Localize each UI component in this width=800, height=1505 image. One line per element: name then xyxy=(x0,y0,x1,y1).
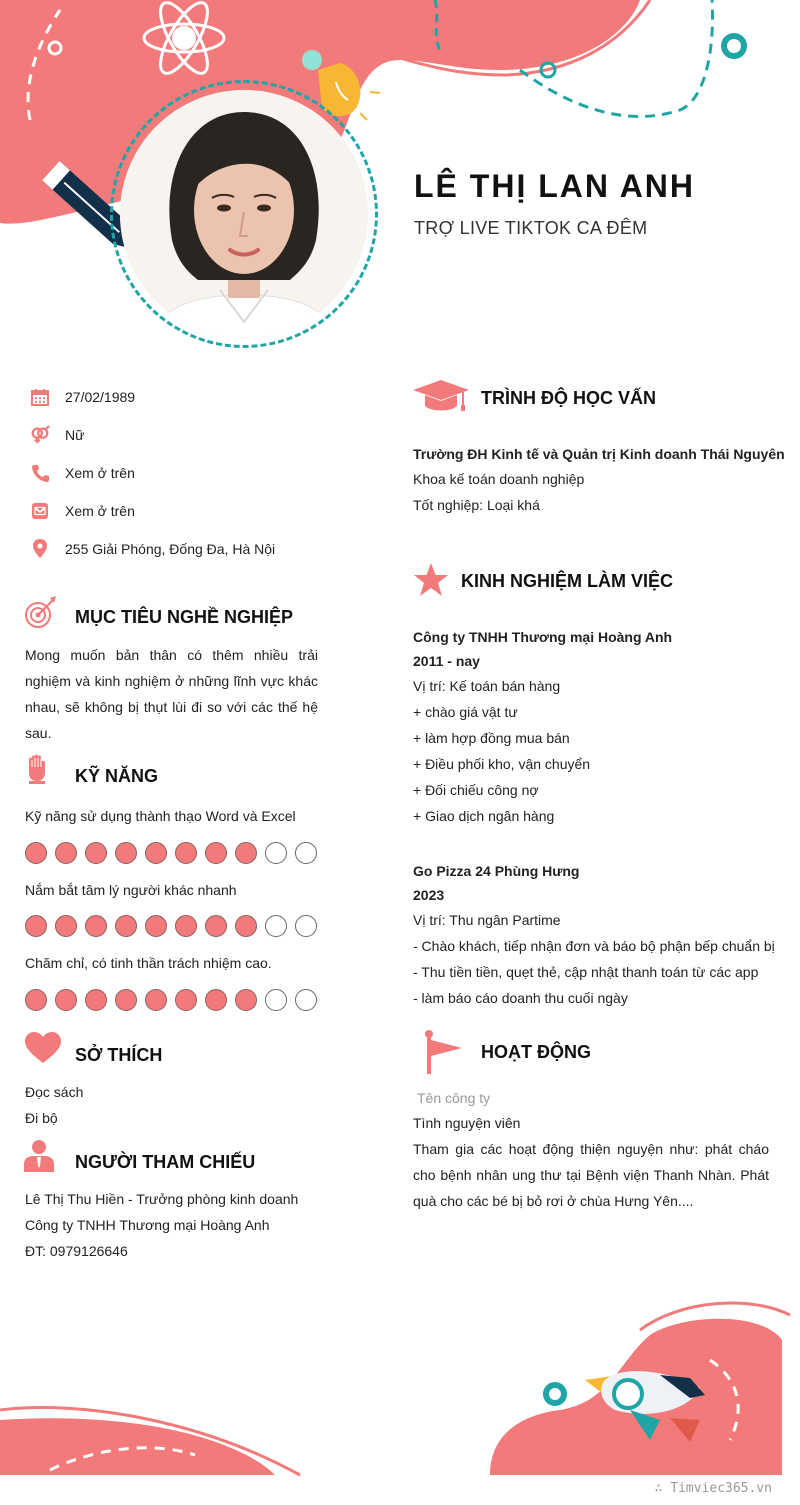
rating-dot-filled xyxy=(25,842,47,864)
job-1-company: Công ty TNHH Thương mại Hoàng Anh xyxy=(413,629,673,645)
hobby-item-2: Đi bộ xyxy=(25,1110,58,1126)
job-1-line-3: + làm hợp đồng mua bán xyxy=(413,730,570,746)
email-icon xyxy=(30,501,50,521)
rating-dot-filled xyxy=(145,842,167,864)
gender-icon xyxy=(30,425,50,445)
rating-dot-empty xyxy=(265,915,287,937)
education-grade: Tốt nghiệp: Loại khá xyxy=(413,497,540,513)
rating-dot-filled xyxy=(205,989,227,1011)
rating-dot-filled xyxy=(55,989,77,1011)
experience-title: KINH NGHIỆM LÀM VIỆC xyxy=(461,571,674,591)
job-2-line-2: - Chào khách, tiếp nhận đơn và báo bộ phận bếp chuẩn bị xyxy=(413,938,775,954)
skill-rating-3 xyxy=(25,989,317,1011)
rating-dot-filled xyxy=(235,842,257,864)
job-1-line-4: + Điều phối kho, vận chuyển xyxy=(413,756,591,772)
job-2-period: 2023 xyxy=(413,887,445,903)
skill-rating-1 xyxy=(25,842,317,864)
education-major: Khoa kế toán doanh nghiệp xyxy=(413,471,585,487)
gender-text: Nữ xyxy=(65,427,85,443)
contact-gender xyxy=(30,424,85,446)
skill-label-1: Kỹ năng sử dụng thành thạo Word và Excel xyxy=(25,808,296,824)
target-icon xyxy=(24,596,58,630)
full-name: LÊ THỊ LAN ANH xyxy=(414,168,696,204)
rating-dot-filled xyxy=(175,915,197,937)
activity-description: Tham gia các hoạt động thiện nguyện như: phát cháo cho bệnh nhân ung thư tại Bệnh viện Thanh Nhàn. Phát quà cho các bé bị bỏ rơi ở chùa Hưng Yên.... xyxy=(413,1141,769,1209)
calendar-icon xyxy=(30,387,50,407)
rating-dot-filled xyxy=(115,989,137,1011)
skill-label-2: Nắm bắt tâm lý người khác nhanh xyxy=(25,882,237,898)
phone-text: Xem ở trên xyxy=(65,465,135,481)
job-1-line-2: + chào giá vật tư xyxy=(413,704,518,720)
activity-role: Tình nguyện viên xyxy=(413,1115,521,1131)
rating-dot-filled xyxy=(85,915,107,937)
job-1-line-1: Vị trí: Kế toán bán hàng xyxy=(413,678,561,694)
rating-dot-empty xyxy=(265,989,287,1011)
objective-text: Mong muốn bản thân có thêm nhiều trải nghiệm và kinh nghiệm ở những lĩnh vực khác nhau, sẽ không bị thụt lùi đi so với các thế hệ sau. xyxy=(25,647,318,741)
job-1-period: 2011 - nay xyxy=(413,653,480,669)
heart-icon xyxy=(25,1032,61,1064)
graduation-cap-icon xyxy=(413,380,469,414)
hobbies-title: SỞ THÍCH xyxy=(75,1045,163,1065)
rating-dot-empty xyxy=(265,842,287,864)
activities-title: HOẠT ĐỘNG xyxy=(481,1042,591,1062)
job-2-line-4: - làm báo cáo doanh thu cuối ngày xyxy=(413,990,628,1006)
email-text: Xem ở trên xyxy=(65,503,135,519)
rating-dot-filled xyxy=(55,842,77,864)
school-name: Trường ĐH Kinh tế và Quản trị Kinh doanh Thái Nguyên xyxy=(413,446,785,462)
rating-dot-empty xyxy=(295,842,317,864)
reference-line-2: Công ty TNHH Thương mại Hoàng Anh xyxy=(25,1217,270,1233)
skill-rating-2 xyxy=(25,915,317,937)
birthday-text: 27/02/1989 xyxy=(65,389,136,405)
objective-title: MỤC TIÊU NGHỀ NGHIỆP xyxy=(75,607,294,627)
atom-core xyxy=(172,26,196,50)
rating-dot-filled xyxy=(235,989,257,1011)
location-pin-icon xyxy=(30,539,50,559)
person-icon xyxy=(24,1140,54,1172)
contact-address xyxy=(30,538,276,560)
skills-title: KỸ NĂNG xyxy=(75,766,159,786)
contact-birthday xyxy=(30,386,136,408)
rating-dot-filled xyxy=(235,915,257,937)
rating-dot-empty xyxy=(295,989,317,1011)
contact-email xyxy=(30,500,135,522)
skill-label-3: Chăm chỉ, có tinh thần trách nhiệm cao. xyxy=(25,955,272,971)
job-2-line-1: Vị trí: Thu ngân Partime xyxy=(413,912,561,928)
job-1-line-5: + Đối chiếu công nợ xyxy=(413,782,539,798)
rating-dot-filled xyxy=(145,989,167,1011)
contact-phone xyxy=(30,462,135,484)
rating-dot-filled xyxy=(205,915,227,937)
education-title: TRÌNH ĐỘ HỌC VẤN xyxy=(481,388,656,408)
job-2-line-3: - Thu tiền tiền, quẹt thẻ, cập nhật thanh toán từ các app xyxy=(413,964,759,980)
phone-icon xyxy=(30,463,50,483)
rating-dot-filled xyxy=(145,915,167,937)
references-title: NGƯỜI THAM CHIẾU xyxy=(75,1152,256,1172)
avatar xyxy=(120,90,368,338)
reference-line-1: Lê Thị Thu Hiền - Trưởng phòng kinh doanh xyxy=(25,1191,299,1207)
rating-dot-filled xyxy=(85,989,107,1011)
rating-dot-filled xyxy=(175,989,197,1011)
rating-dot-empty xyxy=(295,915,317,937)
activity-company-placeholder: Tên công ty xyxy=(417,1090,491,1106)
rating-dot-filled xyxy=(55,915,77,937)
address-text: 255 Giải Phóng, Đống Đa, Hà Nội xyxy=(65,541,276,557)
hobby-item-1: Đọc sách xyxy=(25,1084,84,1100)
rating-dot-filled xyxy=(115,842,137,864)
bottom-decoration xyxy=(0,1270,800,1485)
star-icon xyxy=(413,562,449,598)
job-title: TRỢ LIVE TIKTOK CA ĐÊM xyxy=(414,218,648,238)
watermark: ∴ Timviec365.vn xyxy=(654,1481,772,1496)
rating-dot-filled xyxy=(175,842,197,864)
rating-dot-filled xyxy=(115,915,137,937)
reference-line-3: ĐT: 0979126646 xyxy=(25,1243,128,1259)
flag-icon xyxy=(424,1030,462,1074)
rating-dot-filled xyxy=(25,915,47,937)
hand-icon xyxy=(26,754,48,784)
job-1-line-6: + Giao dịch ngân hàng xyxy=(413,808,555,824)
job-2-company: Go Pizza 24 Phùng Hưng xyxy=(413,863,580,879)
rating-dot-filled xyxy=(85,842,107,864)
rating-dot-filled xyxy=(25,989,47,1011)
rating-dot-filled xyxy=(205,842,227,864)
